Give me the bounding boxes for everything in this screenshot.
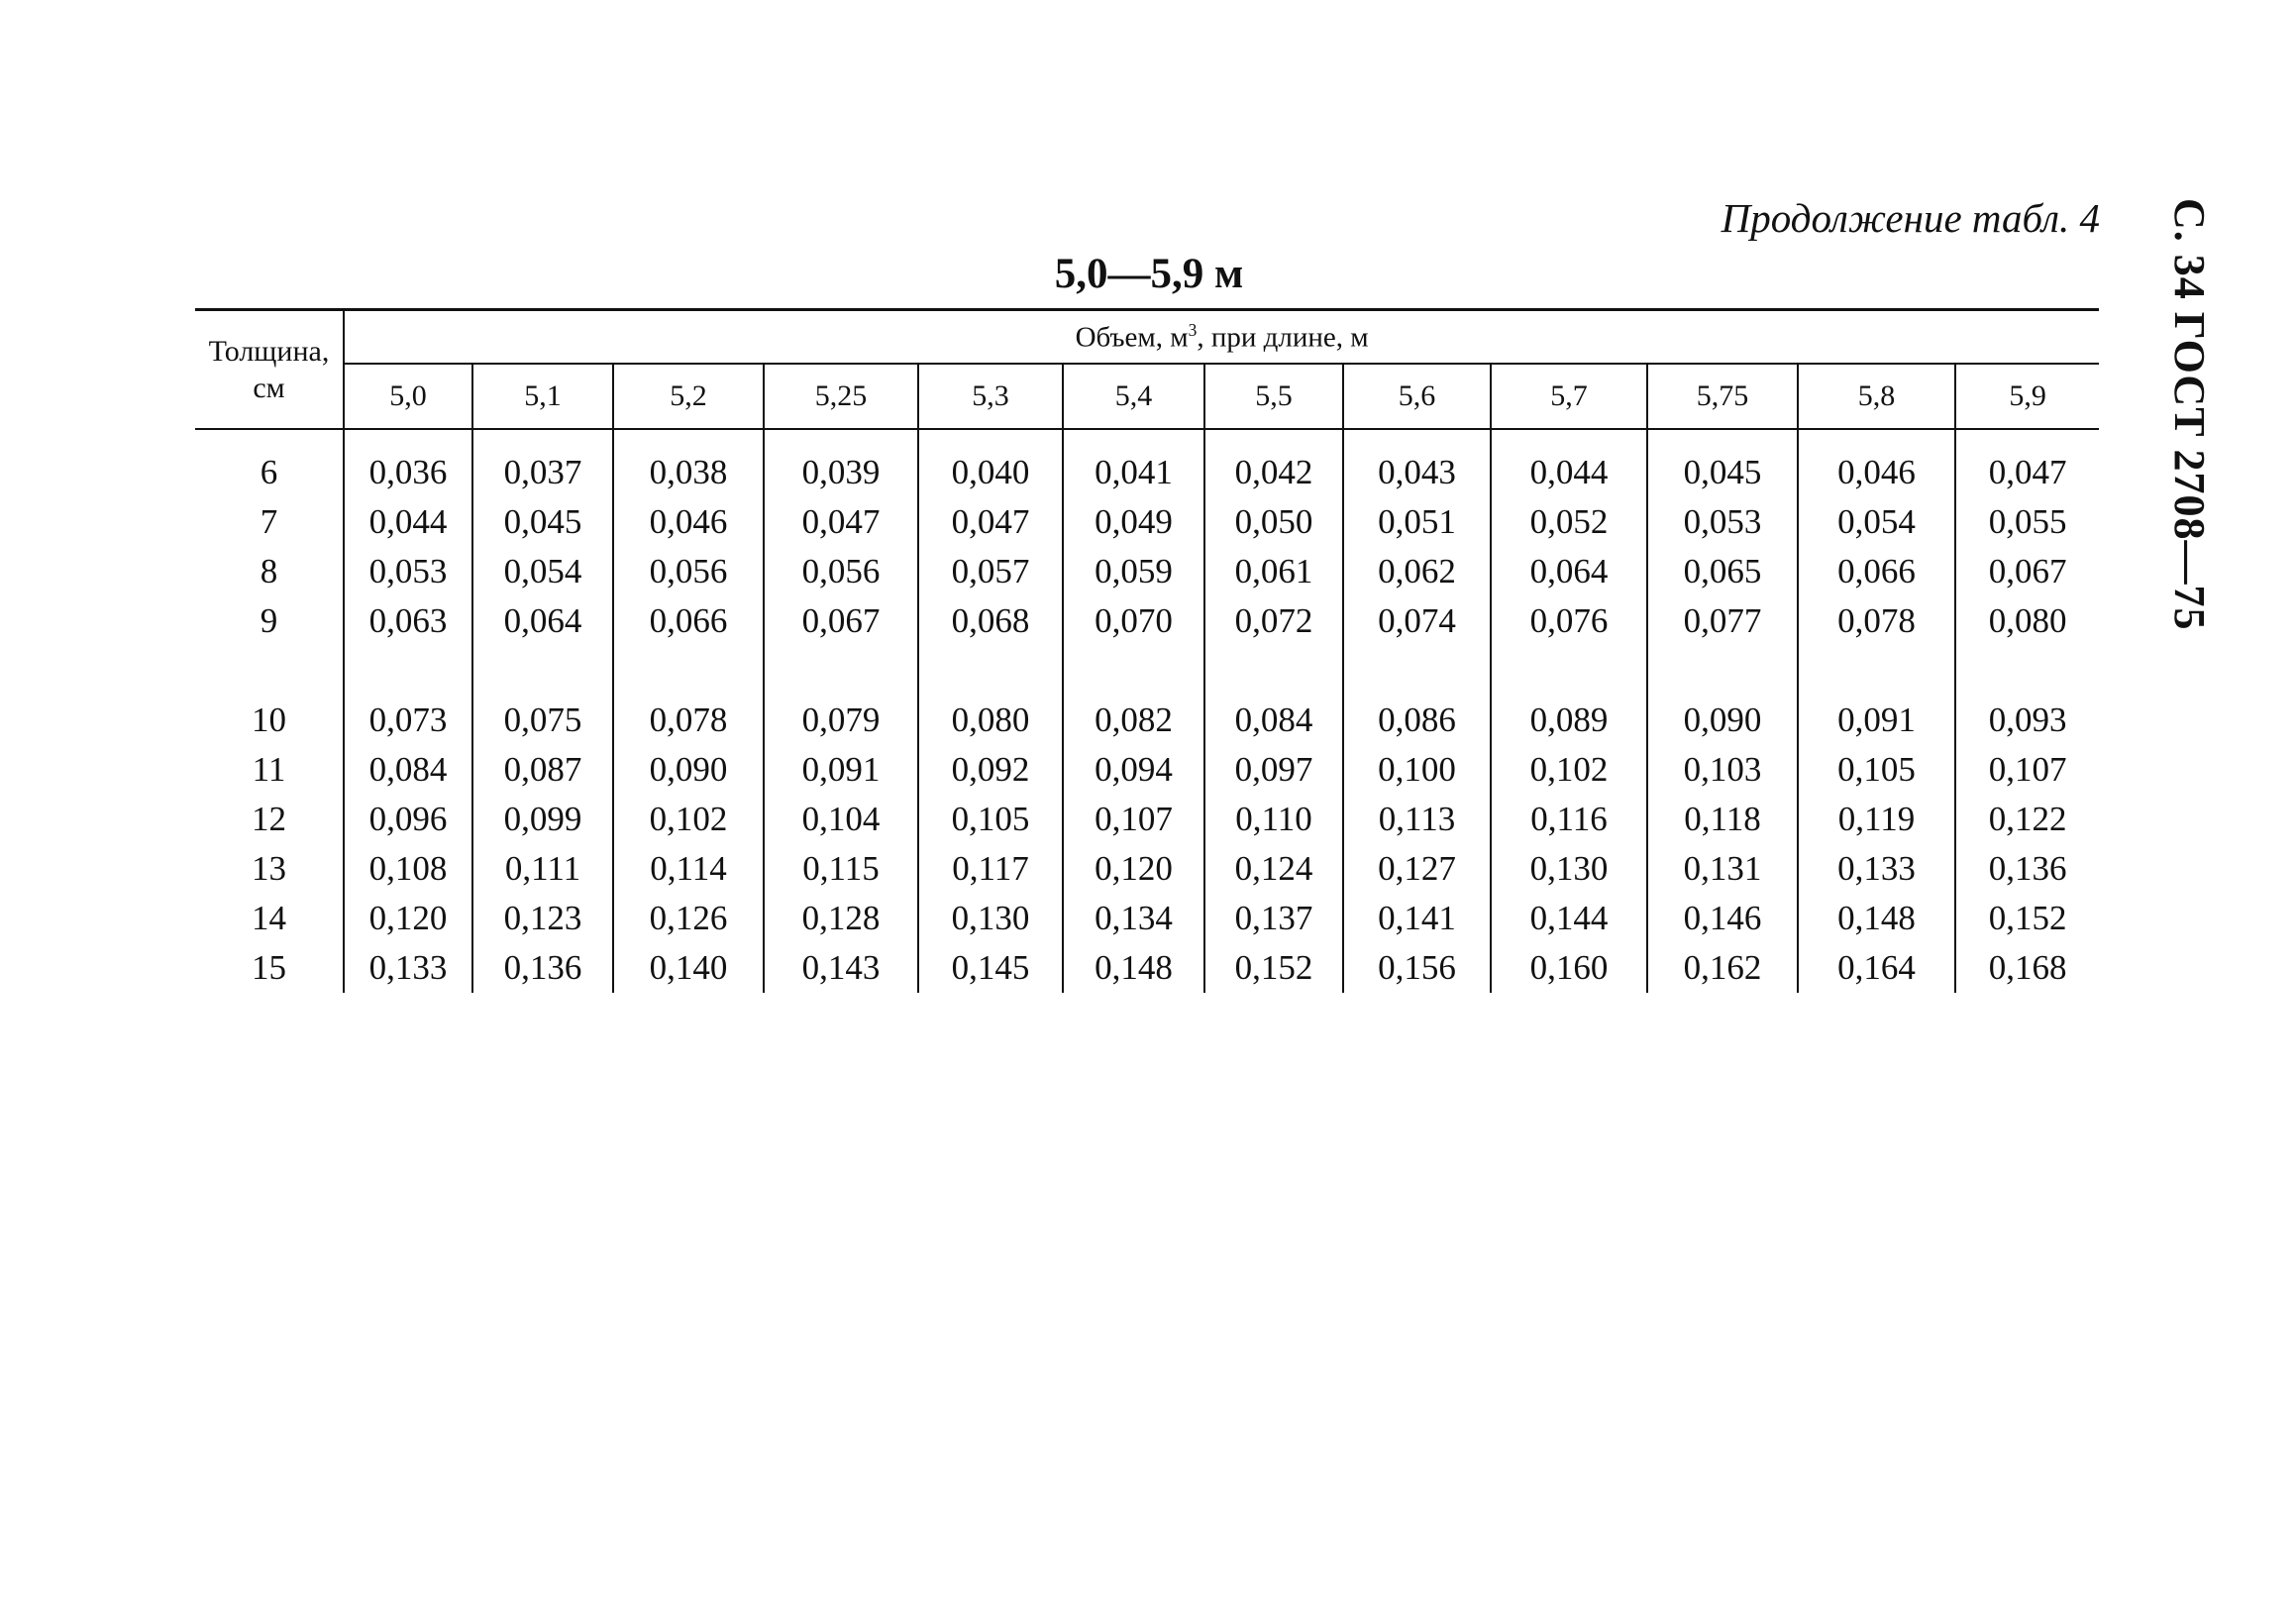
volume-cell: 0,040	[918, 429, 1063, 497]
volume-cell: 0,080	[1955, 596, 2099, 646]
length-column-header: 5,8	[1798, 364, 1955, 429]
volume-cell: 0,046	[613, 497, 764, 547]
volume-cell: 0,047	[918, 497, 1063, 547]
volume-cell: 0,107	[1955, 745, 2099, 795]
volume-cell: 0,110	[1204, 795, 1343, 844]
volume-cell: 0,156	[1343, 943, 1491, 993]
thickness-cell: 11	[252, 750, 286, 789]
volume-cell: 0,054	[472, 547, 613, 596]
volume-cell: 0,133	[1798, 844, 1955, 894]
volume-cell: 0,148	[1063, 943, 1204, 993]
volume-cell: 0,067	[1955, 547, 2099, 596]
volume-cell: 0,044	[344, 497, 472, 547]
volume-cell: 0,090	[613, 745, 764, 795]
volume-cell: 0,105	[1798, 745, 1955, 795]
thickness-column-header: Толщина, см	[195, 310, 344, 430]
length-column-header: 5,9	[1955, 364, 2099, 429]
volume-cell: 0,115	[764, 844, 918, 894]
volume-cell: 0,148	[1798, 894, 1955, 943]
length-column-header: 5,1	[472, 364, 613, 429]
table-continuation-label: Продолжение табл. 4	[1721, 195, 2100, 241]
length-column-header: 5,3	[918, 364, 1063, 429]
length-column-header: 5,4	[1063, 364, 1204, 429]
volume-cell: 0,062	[1343, 547, 1491, 596]
volume-cell: 0,140	[613, 943, 764, 993]
volume-cell: 0,050	[1204, 497, 1343, 547]
volume-cell: 0,093	[1955, 646, 2099, 745]
volume-cell: 0,123	[472, 894, 613, 943]
table-row	[195, 547, 2099, 596]
volume-cell: 0,042	[1204, 429, 1343, 497]
volume-cell: 0,079	[764, 646, 918, 745]
volume-cell: 0,037	[472, 429, 613, 497]
volume-cell: 0,087	[472, 745, 613, 795]
length-column-header: 5,2	[613, 364, 764, 429]
volume-cell: 0,049	[1063, 497, 1204, 547]
volume-cell: 0,130	[1491, 844, 1647, 894]
volume-cell: 0,164	[1798, 943, 1955, 993]
volume-cell: 0,045	[472, 497, 613, 547]
header-row-group	[195, 310, 2099, 365]
volume-cell: 0,097	[1204, 745, 1343, 795]
volume-cell: 0,089	[1491, 646, 1647, 745]
volume-table	[195, 308, 2099, 993]
volume-cell: 0,066	[1798, 547, 1955, 596]
volume-cell: 0,043	[1343, 429, 1491, 497]
volume-cell: 0,057	[918, 547, 1063, 596]
volume-cell: 0,096	[344, 795, 472, 844]
length-column-header: 5,6	[1343, 364, 1491, 429]
thickness-cell: 7	[260, 502, 278, 541]
volume-cell: 0,092	[918, 745, 1063, 795]
volume-cell: 0,072	[1204, 596, 1343, 646]
volume-cell: 0,133	[344, 943, 472, 993]
volume-cell: 0,038	[613, 429, 764, 497]
volume-cell: 0,120	[344, 894, 472, 943]
volume-cell: 0,044	[1491, 429, 1647, 497]
page-side-label: С. 34 ГОСТ 2708—75	[2165, 198, 2214, 631]
volume-cell: 0,080	[918, 646, 1063, 745]
thickness-cell: 9	[260, 601, 278, 640]
volume-cell: 0,102	[1491, 745, 1647, 795]
volume-header-superscript: 3	[1188, 319, 1198, 340]
thickness-cell: 12	[252, 800, 286, 838]
volume-cell: 0,078	[613, 646, 764, 745]
table-row	[195, 646, 2099, 745]
volume-cell: 0,145	[918, 943, 1063, 993]
volume-header-suffix: , при длине, м	[1197, 321, 1369, 354]
volume-cell: 0,070	[1063, 596, 1204, 646]
volume-cell: 0,103	[1647, 745, 1798, 795]
volume-cell: 0,114	[613, 844, 764, 894]
volume-cell: 0,074	[1343, 596, 1491, 646]
thickness-cell: 10	[252, 700, 286, 739]
volume-cell: 0,053	[344, 547, 472, 596]
header-row-lengths	[195, 364, 2099, 429]
volume-cell: 0,116	[1491, 795, 1647, 844]
volume-cell: 0,137	[1204, 894, 1343, 943]
volume-cell: 0,120	[1063, 844, 1204, 894]
volume-cell: 0,073	[344, 646, 472, 745]
volume-cell: 0,047	[1955, 429, 2099, 497]
volume-cell: 0,063	[344, 596, 472, 646]
length-column-header: 5,0	[344, 364, 472, 429]
section-title: 5,0—5,9 м	[1054, 251, 1244, 297]
table-row	[195, 894, 2099, 943]
volume-cell: 0,107	[1063, 795, 1204, 844]
table-row	[195, 844, 2099, 894]
volume-cell: 0,144	[1491, 894, 1647, 943]
table-row	[195, 745, 2099, 795]
volume-cell: 0,076	[1491, 596, 1647, 646]
volume-cell: 0,052	[1491, 497, 1647, 547]
volume-cell: 0,134	[1063, 894, 1204, 943]
volume-cell: 0,091	[764, 745, 918, 795]
volume-cell: 0,061	[1204, 547, 1343, 596]
thickness-cell: 6	[260, 453, 278, 491]
volume-cell: 0,130	[918, 894, 1063, 943]
volume-cell: 0,084	[344, 745, 472, 795]
volume-cell: 0,051	[1343, 497, 1491, 547]
volume-cell: 0,102	[613, 795, 764, 844]
volume-cell: 0,054	[1798, 497, 1955, 547]
volume-cell: 0,086	[1343, 646, 1491, 745]
volume-cell: 0,041	[1063, 429, 1204, 497]
volume-cell: 0,113	[1343, 795, 1491, 844]
length-column-header: 5,5	[1204, 364, 1343, 429]
volume-cell: 0,108	[344, 844, 472, 894]
volume-cell: 0,046	[1798, 429, 1955, 497]
volume-cell: 0,162	[1647, 943, 1798, 993]
volume-cell: 0,067	[764, 596, 918, 646]
volume-cell: 0,111	[472, 844, 613, 894]
table-row	[195, 795, 2099, 844]
volume-cell: 0,136	[1955, 844, 2099, 894]
volume-cell: 0,065	[1647, 547, 1798, 596]
volume-cell: 0,099	[472, 795, 613, 844]
volume-cell: 0,090	[1647, 646, 1798, 745]
thickness-cell: 15	[252, 948, 286, 987]
volume-cell: 0,126	[613, 894, 764, 943]
volume-cell: 0,152	[1204, 943, 1343, 993]
table-row	[195, 596, 2099, 646]
volume-cell: 0,059	[1063, 547, 1204, 596]
length-column-header: 5,25	[764, 364, 918, 429]
volume-cell: 0,078	[1798, 596, 1955, 646]
volume-cell: 0,118	[1647, 795, 1798, 844]
volume-cell: 0,117	[918, 844, 1063, 894]
volume-cell: 0,084	[1204, 646, 1343, 745]
volume-cell: 0,160	[1491, 943, 1647, 993]
volume-header-prefix: Объем, м	[1075, 321, 1189, 354]
length-column-header: 5,75	[1647, 364, 1798, 429]
table-head	[195, 310, 2099, 430]
thickness-cell: 14	[252, 899, 286, 937]
volume-cell: 0,064	[472, 596, 613, 646]
volume-cell: 0,056	[613, 547, 764, 596]
thickness-cell: 13	[252, 849, 286, 888]
volume-cell: 0,127	[1343, 844, 1491, 894]
volume-cell: 0,100	[1343, 745, 1491, 795]
volume-cell: 0,036	[344, 429, 472, 497]
volume-cell: 0,128	[764, 894, 918, 943]
volume-cell: 0,056	[764, 547, 918, 596]
volume-cell: 0,064	[1491, 547, 1647, 596]
volume-cell: 0,053	[1647, 497, 1798, 547]
volume-cell: 0,124	[1204, 844, 1343, 894]
table-body	[195, 429, 2099, 993]
volume-cell: 0,045	[1647, 429, 1798, 497]
volume-cell: 0,066	[613, 596, 764, 646]
volume-cell: 0,131	[1647, 844, 1798, 894]
volume-cell: 0,152	[1955, 894, 2099, 943]
volume-cell: 0,143	[764, 943, 918, 993]
volume-cell: 0,055	[1955, 497, 2099, 547]
volume-cell: 0,104	[764, 795, 918, 844]
length-column-header: 5,7	[1491, 364, 1647, 429]
volume-cell: 0,075	[472, 646, 613, 745]
volume-cell: 0,146	[1647, 894, 1798, 943]
volume-cell: 0,168	[1955, 943, 2099, 993]
volume-cell: 0,039	[764, 429, 918, 497]
volume-cell: 0,122	[1955, 795, 2099, 844]
volume-cell: 0,094	[1063, 745, 1204, 795]
volume-cell: 0,047	[764, 497, 918, 547]
thickness-cell: 8	[260, 552, 278, 591]
volume-cell: 0,091	[1798, 646, 1955, 745]
volume-cell: 0,068	[918, 596, 1063, 646]
volume-group-header	[344, 310, 2099, 365]
volume-cell: 0,082	[1063, 646, 1204, 745]
table-row	[195, 429, 2099, 497]
volume-cell: 0,136	[472, 943, 613, 993]
volume-cell: 0,141	[1343, 894, 1491, 943]
volume-cell: 0,105	[918, 795, 1063, 844]
volume-cell: 0,119	[1798, 795, 1955, 844]
volume-cell: 0,077	[1647, 596, 1798, 646]
table-row	[195, 497, 2099, 547]
table-row	[195, 943, 2099, 993]
